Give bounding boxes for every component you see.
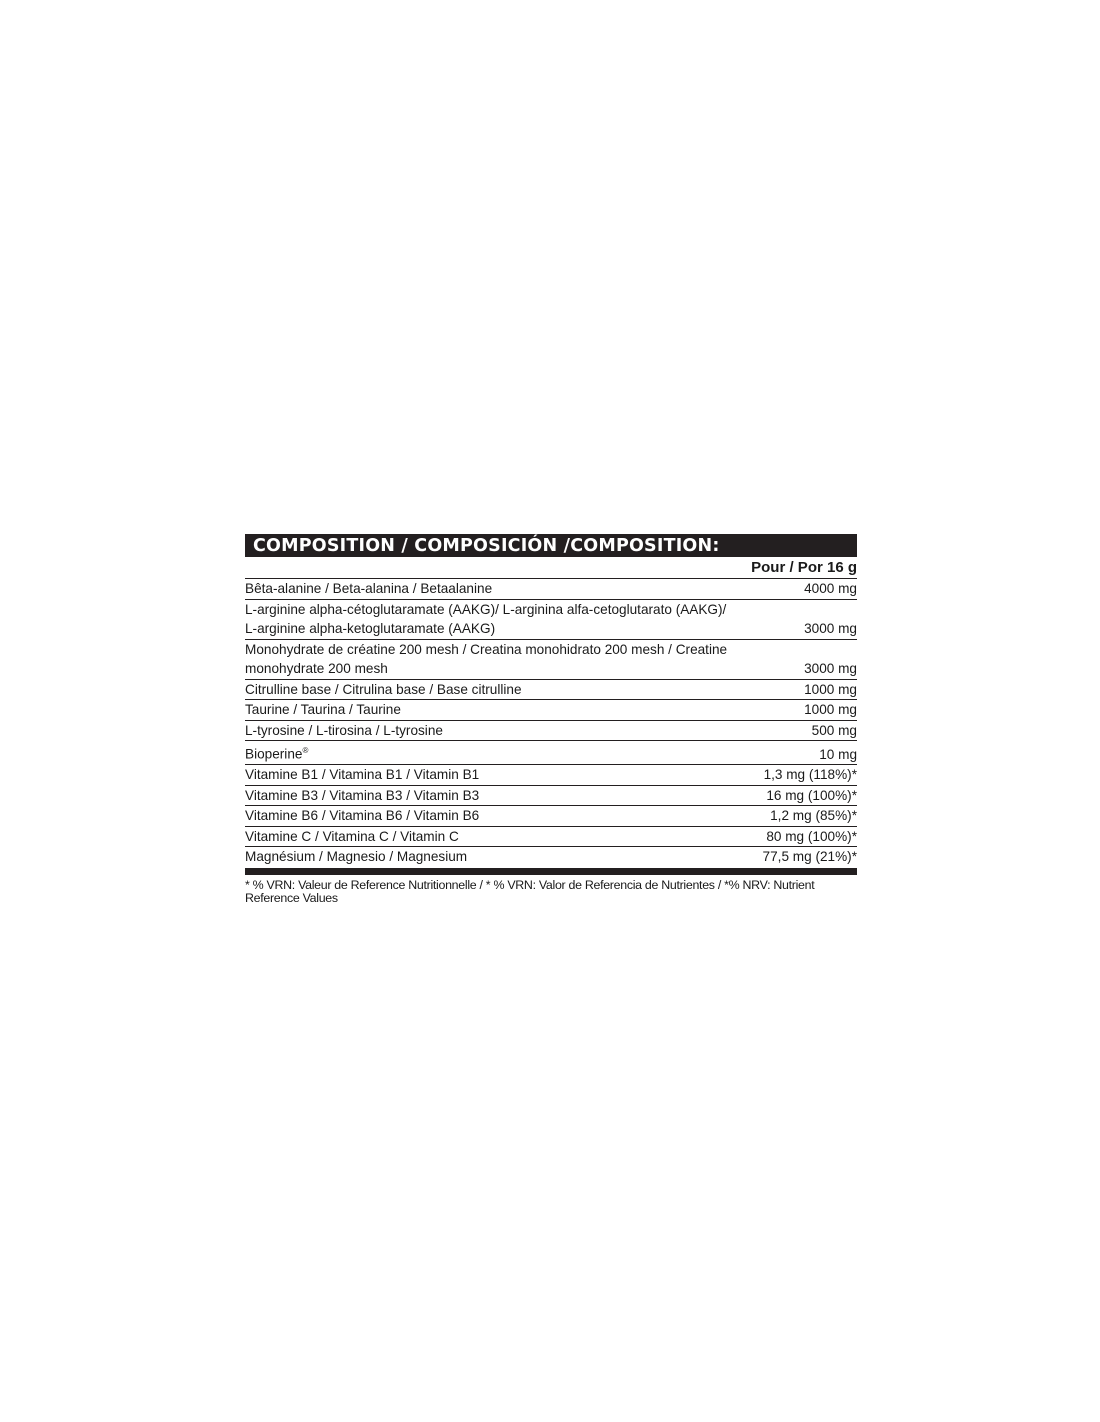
table-row (245, 765, 857, 786)
ingredient-amount: 3000 mg (804, 661, 857, 676)
ingredient-amount: 16 mg (100%)* (766, 787, 857, 803)
ingredient-amount: 3000 mg (804, 621, 857, 636)
registered-mark: ® (302, 746, 309, 755)
ingredient-name: L-arginine alpha-cétoglutaramate (AAKG)/ L-arginina alfa-cetoglutarato (AAKG)/ L-arginine alpha-ketoglutaramate (AAKG) (245, 601, 727, 636)
ingredient-name: Vitamine B6 / Vitamina B6 / Vitamin B6 (245, 808, 480, 824)
ingredient-name: Bioperine® (245, 746, 309, 762)
ingredient-name: Monohydrate de créatine 200 mesh / Creatina monohidrato 200 mesh / Creatine monohydrate 200 mesh (245, 641, 728, 676)
table-row (245, 786, 857, 807)
ingredient-amount: 1000 mg (804, 702, 857, 717)
composition-title: COMPOSITION / COMPOSICIÓN /COMPOSITION: (253, 535, 720, 556)
ingredient-amount: 1,2 mg (85%)* (770, 808, 857, 824)
ingredient-amount: 77,5 mg (21%)* (762, 849, 857, 865)
table-row (245, 579, 857, 600)
ingredient-amount: 10 mg (819, 746, 857, 762)
ingredient-name: Taurine / Taurina / Taurine (245, 702, 401, 717)
table-row (245, 741, 857, 765)
ingredient-amount: 4000 mg (804, 581, 857, 596)
ingredient-amount: 500 mg (811, 722, 857, 738)
composition-panel (245, 534, 857, 906)
ingredient-name: Citrulline base / Citrulina base / Base citrulline (245, 681, 522, 697)
ingredient-amount: 1000 mg (804, 681, 857, 697)
table-row (245, 847, 857, 867)
table-row (245, 806, 857, 827)
table-row (245, 721, 857, 742)
ingredient-name: Bêta-alanine / Beta-alanina / Betaalanine (245, 581, 493, 596)
footnote: * % VRN: Valeur de Reference Nutritionnelle / * % VRN: Valor de Referencia de Nutrientes / *% NRV: Nutrient Reference Values (245, 877, 815, 906)
ingredient-name: Vitamine B1 / Vitamina B1 / Vitamin B1 (245, 767, 480, 783)
ingredient-name: L-tyrosine / L-tirosina / L-tyrosine (245, 722, 443, 738)
table-bottom-bar (245, 868, 857, 875)
serving-header-row (245, 557, 857, 579)
ingredient-name: Magnésium / Magnesio / Magnesium (245, 849, 468, 865)
table-row (245, 680, 857, 701)
ingredient-name: Vitamine C / Vitamina C / Vitamin C (245, 828, 459, 844)
ingredient-amount: 1,3 mg (118%)* (763, 767, 857, 783)
ingredient-amount: 80 mg (100%)* (766, 828, 857, 844)
composition-header (245, 534, 857, 557)
table-row (245, 827, 857, 848)
table-row (245, 640, 857, 680)
ingredient-name: Vitamine B3 / Vitamina B3 / Vitamin B3 (245, 787, 480, 803)
table-row (245, 700, 857, 721)
table-row (245, 600, 857, 640)
serving-label: Pour / Por 16 g (751, 559, 857, 576)
